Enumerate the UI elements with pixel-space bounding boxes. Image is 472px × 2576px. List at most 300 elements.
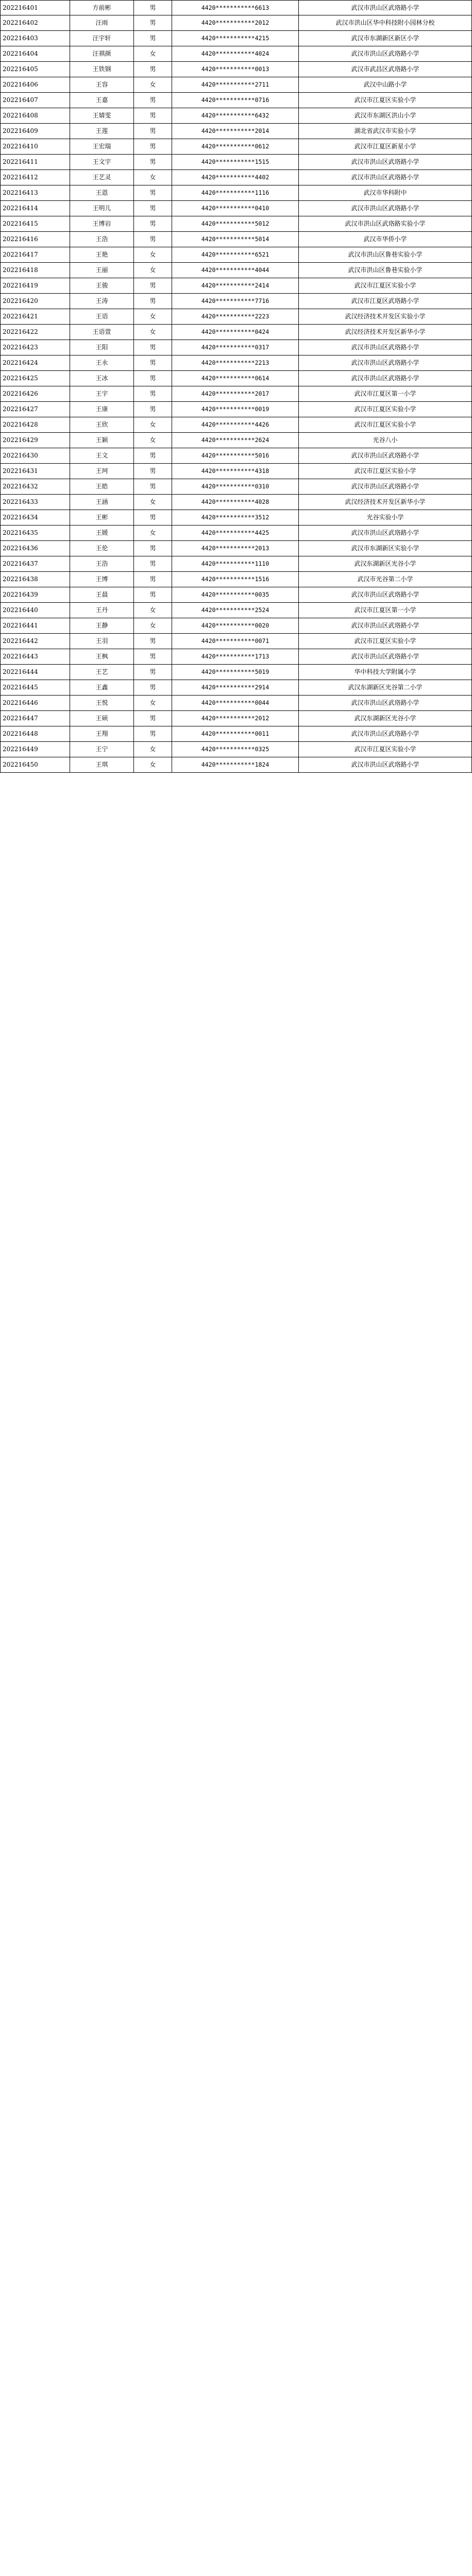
table-row: [0, 325, 472, 340]
cell-id: 202216437: [0, 556, 70, 571]
cell-id: 202216432: [0, 479, 70, 494]
cell-id: 202216436: [0, 541, 70, 556]
cell-id: 202216428: [0, 417, 70, 432]
cell-id: 202216447: [0, 711, 70, 726]
cell-school: 湖北省武汉市实验小学: [299, 124, 472, 139]
cell-idno: 4420***********0020: [172, 618, 299, 633]
cell-school: 武汉市江夏区实验小学: [299, 278, 472, 293]
cell-id: 202216422: [0, 325, 70, 340]
cell-school: 武汉市江夏区武珞路小学: [299, 294, 472, 309]
cell-idno: 4420***********0410: [172, 201, 299, 216]
cell-id: 202216443: [0, 649, 70, 664]
cell-id: 202216442: [0, 634, 70, 649]
cell-name: 王鑫: [70, 680, 134, 695]
table-row: [0, 618, 472, 634]
table-row: [0, 634, 472, 649]
cell-idno: 4420***********0310: [172, 479, 299, 494]
cell-school: 武汉市江夏区实验小学: [299, 634, 472, 649]
cell-sex: 女: [134, 417, 172, 432]
cell-name: 王媛: [70, 526, 134, 540]
cell-idno: 4420***********2711: [172, 77, 299, 92]
cell-school: 武汉市洪山区武珞路小学: [299, 155, 472, 170]
cell-id: 202216410: [0, 139, 70, 154]
cell-sex: 男: [134, 355, 172, 370]
cell-sex: 男: [134, 201, 172, 216]
cell-school: 武汉市江夏区实验小学: [299, 417, 472, 432]
cell-sex: 男: [134, 634, 172, 649]
cell-sex: 女: [134, 263, 172, 278]
table-row: [0, 278, 472, 294]
cell-name: 王宇: [70, 386, 134, 401]
cell-sex: 男: [134, 124, 172, 139]
cell-idno: 4420***********0317: [172, 340, 299, 355]
cell-name: 王文: [70, 448, 134, 463]
cell-id: 202216406: [0, 77, 70, 92]
cell-school: 武汉市江夏区第一小学: [299, 603, 472, 618]
cell-sex: 女: [134, 309, 172, 324]
cell-school: 武汉市华侨小学: [299, 232, 472, 247]
cell-name: 王琪: [70, 757, 134, 772]
cell-name: 王浩: [70, 232, 134, 247]
cell-school: 武汉市江夏区第一小学: [299, 386, 472, 401]
cell-name: 王文宇: [70, 155, 134, 170]
cell-sex: 女: [134, 170, 172, 185]
cell-name: 王颖: [70, 433, 134, 448]
cell-idno: 4420***********4318: [172, 464, 299, 479]
cell-sex: 男: [134, 93, 172, 108]
cell-school: 武汉市洪山区武珞路小学: [299, 1, 472, 15]
cell-school: 武汉经济技术开发区新华小学: [299, 325, 472, 340]
cell-id: 202216418: [0, 263, 70, 278]
cell-id: 202216416: [0, 232, 70, 247]
table-row: [0, 402, 472, 417]
cell-idno: 4420***********1824: [172, 757, 299, 772]
cell-idno: 4420***********2524: [172, 603, 299, 618]
cell-name: 王容: [70, 77, 134, 92]
table-row: [0, 665, 472, 680]
table-row: [0, 93, 472, 108]
cell-idno: 4420***********6521: [172, 247, 299, 262]
cell-school: 武汉市洪山区鲁巷实验小学: [299, 247, 472, 262]
table-row: [0, 15, 472, 31]
table-row: [0, 386, 472, 402]
table-row: [0, 139, 472, 155]
table-row: [0, 108, 472, 124]
cell-idno: 4420***********0071: [172, 634, 299, 649]
cell-name: 王丽: [70, 263, 134, 278]
cell-school: 武汉市光谷第二小学: [299, 572, 472, 587]
cell-school: 武汉市洪山区武珞路小学: [299, 618, 472, 633]
cell-school: 武汉市东湖新区实验小学: [299, 541, 472, 556]
table-row: [0, 433, 472, 448]
cell-idno: 4420***********5016: [172, 448, 299, 463]
cell-id: 202216419: [0, 278, 70, 293]
cell-id: 202216435: [0, 526, 70, 540]
cell-idno: 4420***********2017: [172, 386, 299, 401]
cell-name: 王博: [70, 572, 134, 587]
cell-idno: 4420***********4426: [172, 417, 299, 432]
cell-sex: 女: [134, 46, 172, 61]
cell-idno: 4420***********4024: [172, 46, 299, 61]
cell-sex: 男: [134, 649, 172, 664]
cell-id: 202216421: [0, 309, 70, 324]
table-row: [0, 263, 472, 278]
cell-sex: 男: [134, 680, 172, 695]
cell-id: 202216446: [0, 696, 70, 710]
cell-id: 202216412: [0, 170, 70, 185]
cell-id: 202216440: [0, 603, 70, 618]
cell-id: 202216433: [0, 495, 70, 510]
cell-id: 202216403: [0, 31, 70, 46]
cell-name: 王悦: [70, 696, 134, 710]
cell-name: 王明儿: [70, 201, 134, 216]
cell-sex: 女: [134, 696, 172, 710]
cell-sex: 男: [134, 31, 172, 46]
table-row: [0, 77, 472, 93]
cell-sex: 男: [134, 139, 172, 154]
cell-sex: 男: [134, 108, 172, 123]
table-row: [0, 757, 472, 773]
table-row: [0, 495, 472, 510]
cell-sex: 男: [134, 464, 172, 479]
cell-idno: 4420***********2013: [172, 541, 299, 556]
table-row: [0, 155, 472, 170]
table-row: [0, 556, 472, 572]
table-row: [0, 201, 472, 216]
cell-school: 武汉市东湖新区新区小学: [299, 31, 472, 46]
table-row: [0, 541, 472, 556]
cell-school: 武汉市洪山区武珞路小学: [299, 479, 472, 494]
cell-id: 202216411: [0, 155, 70, 170]
cell-idno: 4420***********0424: [172, 325, 299, 340]
cell-name: 王涛: [70, 294, 134, 309]
cell-school: 武汉市洪山区武珞路小学: [299, 696, 472, 710]
cell-name: 王艺灵: [70, 170, 134, 185]
cell-name: 王宁: [70, 742, 134, 757]
table-row: [0, 0, 472, 15]
cell-name: 王伦: [70, 541, 134, 556]
table-row: [0, 696, 472, 711]
cell-name: 王硕: [70, 711, 134, 726]
cell-school: 武汉市华科附中: [299, 185, 472, 200]
cell-id: 202216423: [0, 340, 70, 355]
cell-school: 武汉市洪山区武珞路小学: [299, 355, 472, 370]
cell-idno: 4420***********1516: [172, 572, 299, 587]
cell-sex: 男: [134, 371, 172, 386]
cell-id: 202216427: [0, 402, 70, 417]
cell-sex: 男: [134, 386, 172, 401]
cell-idno: 4420***********4215: [172, 31, 299, 46]
cell-school: 武汉市洪山区武珞路小学: [299, 649, 472, 664]
cell-name: 王欣: [70, 417, 134, 432]
table-row: [0, 309, 472, 325]
cell-id: 202216444: [0, 665, 70, 680]
table-row: [0, 185, 472, 201]
table-row: [0, 510, 472, 526]
cell-school: 武汉市洪山区武珞路小学: [299, 726, 472, 741]
cell-name: 王浩: [70, 556, 134, 571]
cell-idno: 4420***********4425: [172, 526, 299, 540]
cell-name: 王永: [70, 355, 134, 370]
cell-school: 武汉市洪山区华中科技附小园林分校: [299, 15, 472, 30]
cell-id: 202216426: [0, 386, 70, 401]
cell-idno: 4420***********0019: [172, 402, 299, 417]
cell-school: 武汉经济技术开发区新华小学: [299, 495, 472, 510]
table-row: [0, 479, 472, 495]
cell-sex: 女: [134, 77, 172, 92]
cell-name: 王阳: [70, 340, 134, 355]
cell-id: 202216408: [0, 108, 70, 123]
cell-school: 武汉市洪山区武珞路小学: [299, 371, 472, 386]
cell-school: 光谷实验小学: [299, 510, 472, 525]
cell-sex: 男: [134, 294, 172, 309]
cell-sex: 男: [134, 15, 172, 30]
cell-sex: 女: [134, 757, 172, 772]
cell-idno: 4420***********0013: [172, 62, 299, 77]
cell-school: 武汉市洪山区武珞路小学: [299, 757, 472, 772]
cell-sex: 男: [134, 278, 172, 293]
table-row: [0, 170, 472, 185]
cell-id: 202216409: [0, 124, 70, 139]
cell-idno: 4420***********4044: [172, 263, 299, 278]
cell-name: 王康: [70, 402, 134, 417]
table-row: [0, 124, 472, 139]
cell-name: 汪祺颜: [70, 46, 134, 61]
cell-sex: 男: [134, 155, 172, 170]
cell-name: 王语: [70, 309, 134, 324]
cell-id: 202216420: [0, 294, 70, 309]
cell-name: 方前彬: [70, 1, 134, 15]
cell-name: 王语萱: [70, 325, 134, 340]
cell-idno: 4420***********5012: [172, 216, 299, 231]
table-row: [0, 680, 472, 696]
cell-name: 王宏瑞: [70, 139, 134, 154]
cell-name: 王铁钢: [70, 62, 134, 77]
cell-name: 王骏: [70, 278, 134, 293]
table-row: [0, 355, 472, 371]
cell-sex: 男: [134, 711, 172, 726]
cell-idno: 4420***********2012: [172, 711, 299, 726]
cell-idno: 4420***********2624: [172, 433, 299, 448]
cell-sex: 男: [134, 448, 172, 463]
cell-name: 王涵: [70, 495, 134, 510]
table-row: [0, 216, 472, 232]
table-row: [0, 232, 472, 247]
cell-school: 武汉经济技术开发区实验小学: [299, 309, 472, 324]
cell-sex: 男: [134, 665, 172, 680]
cell-id: 202216415: [0, 216, 70, 231]
table-row: [0, 603, 472, 618]
cell-sex: 女: [134, 603, 172, 618]
cell-school: 武汉市洪山区武珞路小学: [299, 587, 472, 602]
cell-idno: 4420***********0612: [172, 139, 299, 154]
cell-idno: 4420***********1515: [172, 155, 299, 170]
cell-school: 武汉市洪山区武珞路小学: [299, 340, 472, 355]
cell-idno: 4420***********4028: [172, 495, 299, 510]
cell-idno: 4420***********1116: [172, 185, 299, 200]
cell-idno: 4420***********4402: [172, 170, 299, 185]
cell-id: 202216425: [0, 371, 70, 386]
cell-school: 武汉中山路小学: [299, 77, 472, 92]
table-row: [0, 742, 472, 757]
cell-idno: 4420***********0325: [172, 742, 299, 757]
cell-name: 王晨: [70, 587, 134, 602]
cell-id: 202216430: [0, 448, 70, 463]
table-row: [0, 726, 472, 742]
cell-sex: 女: [134, 325, 172, 340]
cell-id: 202216413: [0, 185, 70, 200]
cell-name: 王博岩: [70, 216, 134, 231]
cell-school: 武汉东湖新区光谷小学: [299, 556, 472, 571]
cell-school: 武汉市江夏区实验小学: [299, 402, 472, 417]
cell-idno: 4420***********0011: [172, 726, 299, 741]
cell-name: 王羽: [70, 634, 134, 649]
table-row: [0, 371, 472, 386]
cell-sex: 男: [134, 541, 172, 556]
cell-name: 王静: [70, 618, 134, 633]
cell-id: 202216450: [0, 757, 70, 772]
cell-id: 202216438: [0, 572, 70, 587]
cell-sex: 男: [134, 402, 172, 417]
cell-id: 202216417: [0, 247, 70, 262]
cell-school: 武汉市江夏区实验小学: [299, 742, 472, 757]
cell-sex: 男: [134, 510, 172, 525]
cell-name: 王珂: [70, 464, 134, 479]
table-row: [0, 649, 472, 665]
cell-id: 202216404: [0, 46, 70, 61]
cell-sex: 男: [134, 479, 172, 494]
cell-name: 王冰: [70, 371, 134, 386]
cell-idno: 4420***********2014: [172, 124, 299, 139]
cell-school: 武汉市洪山区鲁巷实验小学: [299, 263, 472, 278]
cell-sex: 男: [134, 1, 172, 15]
cell-sex: 男: [134, 556, 172, 571]
cell-idno: 4420***********1713: [172, 649, 299, 664]
cell-school: 武汉市洪山区武珞路实验小学: [299, 216, 472, 231]
cell-school: 华中科技大学附属小学: [299, 665, 472, 680]
cell-sex: 男: [134, 185, 172, 200]
cell-name: 汪宇轩: [70, 31, 134, 46]
cell-sex: 女: [134, 742, 172, 757]
cell-idno: 4420***********6613: [172, 1, 299, 15]
cell-name: 王恩: [70, 185, 134, 200]
cell-name: 王枫: [70, 649, 134, 664]
cell-school: 武汉市洪山区武珞路小学: [299, 448, 472, 463]
cell-id: 202216439: [0, 587, 70, 602]
cell-school: 武汉市江夏区新星小学: [299, 139, 472, 154]
table-row: [0, 464, 472, 479]
cell-sex: 男: [134, 340, 172, 355]
cell-name: 王艳: [70, 247, 134, 262]
cell-name: 王婧雯: [70, 108, 134, 123]
cell-sex: 男: [134, 587, 172, 602]
cell-sex: 女: [134, 618, 172, 633]
cell-school: 武汉市江夏区实验小学: [299, 93, 472, 108]
table-row: [0, 62, 472, 77]
cell-idno: 4420***********0044: [172, 696, 299, 710]
table-row: [0, 46, 472, 62]
cell-name: 王翔: [70, 726, 134, 741]
cell-id: 202216431: [0, 464, 70, 479]
cell-idno: 4420***********5014: [172, 232, 299, 247]
cell-id: 202216402: [0, 15, 70, 30]
cell-idno: 4420***********3512: [172, 510, 299, 525]
cell-id: 202216429: [0, 433, 70, 448]
cell-id: 202216405: [0, 62, 70, 77]
cell-id: 202216449: [0, 742, 70, 757]
cell-name: 汪雨: [70, 15, 134, 30]
table-row: [0, 294, 472, 309]
cell-sex: 女: [134, 433, 172, 448]
cell-id: 202216445: [0, 680, 70, 695]
cell-idno: 4420***********5019: [172, 665, 299, 680]
cell-idno: 4420***********2012: [172, 15, 299, 30]
cell-name: 王彬: [70, 510, 134, 525]
cell-id: 202216434: [0, 510, 70, 525]
cell-name: 王丹: [70, 603, 134, 618]
cell-id: 202216414: [0, 201, 70, 216]
cell-idno: 4420***********2914: [172, 680, 299, 695]
table-row: [0, 572, 472, 587]
cell-sex: 男: [134, 232, 172, 247]
cell-school: 武汉市武昌区武珞路小学: [299, 62, 472, 77]
cell-school: 武汉市洪山区武珞路小学: [299, 201, 472, 216]
cell-school: 武汉市东湖区洪山小学: [299, 108, 472, 123]
table-row: [0, 526, 472, 541]
cell-id: 202216441: [0, 618, 70, 633]
table-row: [0, 711, 472, 726]
cell-idno: 4420***********0614: [172, 371, 299, 386]
cell-idno: 4420***********2223: [172, 309, 299, 324]
cell-school: 武汉市洪山区武珞路小学: [299, 170, 472, 185]
cell-sex: 男: [134, 216, 172, 231]
cell-sex: 男: [134, 62, 172, 77]
cell-idno: 4420***********0035: [172, 587, 299, 602]
table-row: [0, 417, 472, 433]
cell-school: 光谷八小: [299, 433, 472, 448]
cell-name: 王嘉: [70, 93, 134, 108]
cell-id: 202216401: [0, 1, 70, 15]
cell-name: 王莲: [70, 124, 134, 139]
cell-id: 202216424: [0, 355, 70, 370]
cell-school: 武汉东湖新区光谷第二小学: [299, 680, 472, 695]
cell-school: 武汉市江夏区实验小学: [299, 464, 472, 479]
cell-idno: 4420***********0716: [172, 93, 299, 108]
table-row: [0, 247, 472, 263]
cell-sex: 女: [134, 526, 172, 540]
student-table: [0, 0, 472, 773]
cell-school: 武汉东湖新区光谷小学: [299, 711, 472, 726]
cell-idno: 4420***********6432: [172, 108, 299, 123]
cell-school: 武汉市洪山区武珞路小学: [299, 46, 472, 61]
cell-school: 武汉市洪山区武珞路小学: [299, 526, 472, 540]
table-row: [0, 587, 472, 603]
cell-idno: 4420***********2414: [172, 278, 299, 293]
cell-idno: 4420***********7716: [172, 294, 299, 309]
cell-id: 202216407: [0, 93, 70, 108]
cell-sex: 女: [134, 495, 172, 510]
table-row: [0, 448, 472, 464]
cell-idno: 4420***********2213: [172, 355, 299, 370]
cell-idno: 4420***********1110: [172, 556, 299, 571]
cell-id: 202216448: [0, 726, 70, 741]
cell-name: 王艺: [70, 665, 134, 680]
cell-name: 王皓: [70, 479, 134, 494]
table-row: [0, 31, 472, 46]
cell-sex: 男: [134, 726, 172, 741]
cell-sex: 男: [134, 572, 172, 587]
cell-sex: 女: [134, 247, 172, 262]
